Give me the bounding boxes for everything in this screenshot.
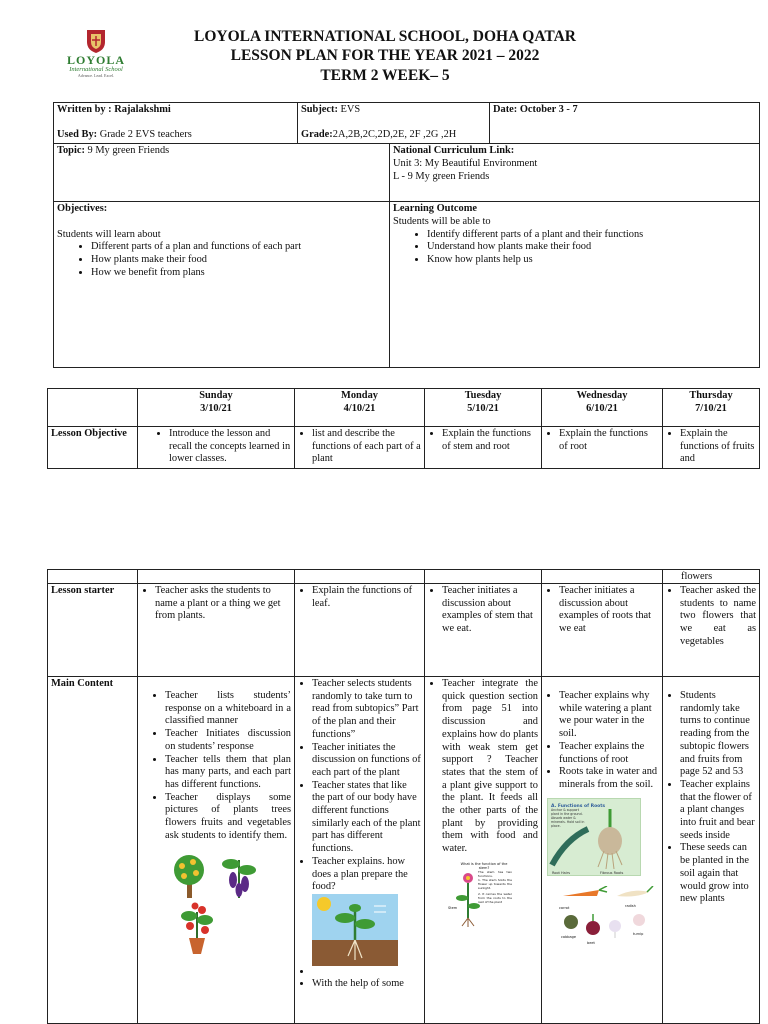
- starter-sunday: [138, 584, 295, 677]
- cont-empty: [48, 570, 138, 584]
- used-by-value: Grade 2 EVS teachers: [97, 129, 192, 141]
- row-label: Main Content: [51, 678, 114, 689]
- starter-bullet: • Teacher initiates a discussion about examples of stem that we eat.: [442, 585, 538, 636]
- day-sunday: [138, 389, 295, 427]
- day-date: 5/10/21: [467, 402, 499, 414]
- outcome-item: • Know how plants help us: [427, 254, 756, 267]
- subject-label: Subject:: [301, 104, 338, 115]
- main-bullet: • Teacher explains that the flower of a plant changes into fruit and bear seeds inside: [680, 779, 756, 843]
- day-name: Monday: [341, 390, 378, 401]
- day-monday: [295, 389, 425, 427]
- day-thursday: [663, 389, 760, 427]
- main-content-label: [48, 677, 138, 1024]
- outcome-intro: Students will be able to: [393, 215, 491, 227]
- lesson-objective-thursday: [663, 427, 760, 469]
- main-bullet: • Teacher selects students randomly to take turn to read from subtopics” Part of the plan and their functions”: [312, 678, 421, 742]
- outcome-item: • Identify different parts of a plant and their functions: [427, 229, 756, 242]
- cont-empty: [542, 570, 663, 584]
- tomato-plant-icon: [181, 903, 213, 955]
- day-name: Tuesday: [464, 390, 502, 401]
- starter-bullet: • Explain the functions of leaf.: [312, 585, 421, 610]
- starter-monday: [295, 584, 425, 677]
- date-cell: [490, 103, 760, 144]
- continued-flowers: flowers: [663, 570, 760, 584]
- objective-bullet: • Explain the functions of stem and root: [442, 428, 538, 453]
- school-logo: [60, 28, 132, 78]
- main-bullet: • These seeds can be planted in the soil again that would grow into new plants: [680, 842, 756, 906]
- schedule-table-bottom: [47, 569, 760, 1024]
- topic-value: 9 My green Friends: [84, 145, 170, 157]
- veg-label: beet: [587, 940, 595, 945]
- objective-item: • Different parts of a plan and functions of each part: [91, 241, 386, 254]
- objectives-cell: [54, 202, 390, 368]
- main-tuesday: [425, 677, 542, 1024]
- curriculum-lesson: L - 9 My green Friends: [393, 170, 490, 182]
- curriculum-cell: [390, 144, 760, 202]
- main-bullet: • Roots take in water and minerals from the soil.: [559, 766, 659, 791]
- grade-label: Grade:: [301, 129, 333, 141]
- lesson-objective-tuesday: [425, 427, 542, 469]
- topic-cell: [54, 144, 390, 202]
- flower-stem-icon: [452, 870, 482, 928]
- main-sunday: [138, 677, 295, 1024]
- stem-card-line: 1. The stem holds the flower up towards the sunlight.: [478, 877, 512, 890]
- roots-label-right: Fibrous Roots: [600, 870, 624, 875]
- main-bullet: • Teacher explains why while watering a plant we pour water in the soil.: [559, 690, 659, 741]
- curriculum-unit: Unit 3: My Beautiful Environment: [393, 157, 538, 169]
- logo-name: LOYOLA: [66, 53, 125, 67]
- starter-bullet: • Teacher asked the students to name two flowers that we eat as vegetables: [680, 585, 756, 649]
- main-bullet: • Students randomly take turns to continue reading from the subtopic flowers and fruits from page 52 and 53: [680, 690, 756, 779]
- roots-card-text: Anchor & support plant in the ground. Absorb water & minerals. Hold soil in place.: [551, 807, 585, 828]
- main-bullet: • Teacher explains the functions of root: [559, 741, 659, 766]
- stem-card-line: The stem has two functions.: [478, 869, 512, 878]
- plants-illustration: [171, 846, 291, 958]
- day-tuesday: [425, 389, 542, 427]
- main-bullet: • With the help of some: [312, 978, 421, 991]
- subject-cell: [298, 103, 490, 144]
- objectives-intro: Students will learn about: [57, 228, 161, 240]
- grade-value: 2A,2B,2C,2D,2E, 2F ,2G ,2H: [332, 129, 457, 141]
- empty-header-cell: [48, 389, 138, 427]
- row-label: Lesson starter: [51, 585, 115, 596]
- day-name: Wednesday: [576, 390, 628, 401]
- main-wednesday: [542, 677, 663, 1024]
- outcome-label: Learning Outcome: [393, 203, 477, 215]
- lesson-objective-monday: [295, 427, 425, 469]
- photosynthesis-diagram-icon: [312, 894, 398, 966]
- logo-subtitle: International School: [69, 66, 123, 73]
- veg-label: radish: [625, 903, 636, 908]
- lesson-objective-wednesday: [542, 427, 663, 469]
- written-by: Written by : Rajalakshmi: [57, 104, 171, 115]
- plan-title: LESSON PLAN FOR THE YEAR 2021 – 2022: [230, 47, 540, 64]
- starter-wednesday: [542, 584, 663, 677]
- objective-bullet: • Explain the functions of root: [559, 428, 659, 453]
- main-thursday: [663, 677, 760, 1024]
- roots-function-card: [547, 798, 641, 876]
- date-label: Date: October 3 - 7: [493, 104, 578, 115]
- main-bullet: • Teacher states that like the part of our body have different functions similarly each of the plant part has different functions.: [312, 780, 421, 856]
- starter-bullet: • Teacher asks the students to name a plant or a thing we get from plants.: [155, 585, 291, 623]
- main-bullet: [312, 966, 421, 978]
- main-monday: [295, 677, 425, 1024]
- day-date: 3/10/21: [200, 402, 232, 414]
- main-bullet: • Teacher initiates the discussion on functions of each part of the plant: [312, 742, 421, 780]
- school-title: LOYOLA INTERNATIONAL SCHOOL, DOHA QATAR: [194, 28, 576, 45]
- starter-thursday: [663, 584, 760, 677]
- cont-empty: [425, 570, 542, 584]
- main-bullet: • Teacher lists students’ response on a whiteboard in a classified manner: [165, 690, 291, 728]
- veg-label: carrot: [559, 905, 570, 910]
- lesson-objective-sunday: [138, 427, 295, 469]
- roots-card-title: A. Functions of Roots: [551, 803, 606, 809]
- fruit-tree-icon: [174, 855, 204, 898]
- objective-bullet: • Introduce the lesson and recall the concepts learned in lower classes.: [169, 428, 291, 466]
- root-vegetables-illustration: [559, 886, 655, 946]
- main-bullet: • Teacher tells them that plan has many parts, and each part has different functions.: [165, 754, 291, 792]
- stem-card-title: What is the function of the stem?: [460, 861, 508, 871]
- stem-function-card: [448, 862, 512, 926]
- starter-label: [48, 584, 138, 677]
- logo-tagline: Advance. Lead. Excel.: [77, 73, 115, 78]
- used-by-label: Used By:: [57, 129, 98, 141]
- lesson-objective-label: [48, 427, 138, 469]
- main-bullet: • Teacher integrate the quick question section from page 51 into discussion and explains how do plants with weak stem get support ? Teacher states that the stem of a plant give support to the plant. It feeds all the other parts of the plant by providing them with food and water.: [442, 678, 538, 856]
- stem-label: Stem: [448, 905, 458, 910]
- roots-label-left: Root Hairs: [552, 870, 571, 875]
- objective-item: • How plants make their food: [91, 254, 386, 267]
- main-bullet: • Teacher explains. how does a plan prepare the food?: [312, 856, 421, 894]
- objective-bullet: • Explain the functions of fruits and: [680, 428, 756, 466]
- veg-label: cabbage: [561, 934, 577, 939]
- info-table: [53, 102, 760, 368]
- subject-value: EVS: [337, 104, 361, 115]
- day-date: 4/10/21: [343, 402, 376, 414]
- schedule-table-top: [47, 388, 760, 469]
- author-cell: [54, 103, 298, 144]
- main-bullet: • Teacher displays some pictures of plants trees flowers fruits and vegetables ask students to identify them.: [165, 792, 291, 843]
- starter-tuesday: [425, 584, 542, 677]
- stem-card-line: 2. It carries the water from the roots to the rest of the plant: [478, 891, 512, 904]
- day-date: 6/10/21: [586, 402, 618, 414]
- veg-label: turnip: [633, 931, 644, 936]
- topic-label: Topic:: [57, 145, 85, 157]
- day-date: 7/10/21: [695, 402, 727, 414]
- objectives-label: Objectives:: [57, 203, 108, 215]
- eggplant-plant-icon: [222, 859, 256, 898]
- objective-bullet: • list and describe the functions of each part of a plant: [312, 428, 421, 466]
- row-label: Lesson Objective: [51, 428, 127, 439]
- outcome-cell: [390, 202, 760, 368]
- cont-empty: [138, 570, 295, 584]
- starter-bullet: • Teacher initiates a discussion about examples of roots that we eat: [559, 585, 659, 636]
- term-week-title: TERM 2 WEEK– 5: [320, 67, 450, 84]
- day-name: Sunday: [199, 390, 233, 401]
- outcome-item: • Understand how plants make their food: [427, 241, 756, 254]
- roots-photo-icon: [548, 799, 640, 875]
- cont-empty: [295, 570, 425, 584]
- curriculum-label: National Curriculum Link:: [393, 145, 515, 157]
- day-wednesday: [542, 389, 663, 427]
- objective-item: • How we benefit from plans: [91, 267, 386, 280]
- main-bullet: • Teacher Initiates discussion on students’ response: [165, 728, 291, 753]
- day-name: Thursday: [689, 390, 733, 401]
